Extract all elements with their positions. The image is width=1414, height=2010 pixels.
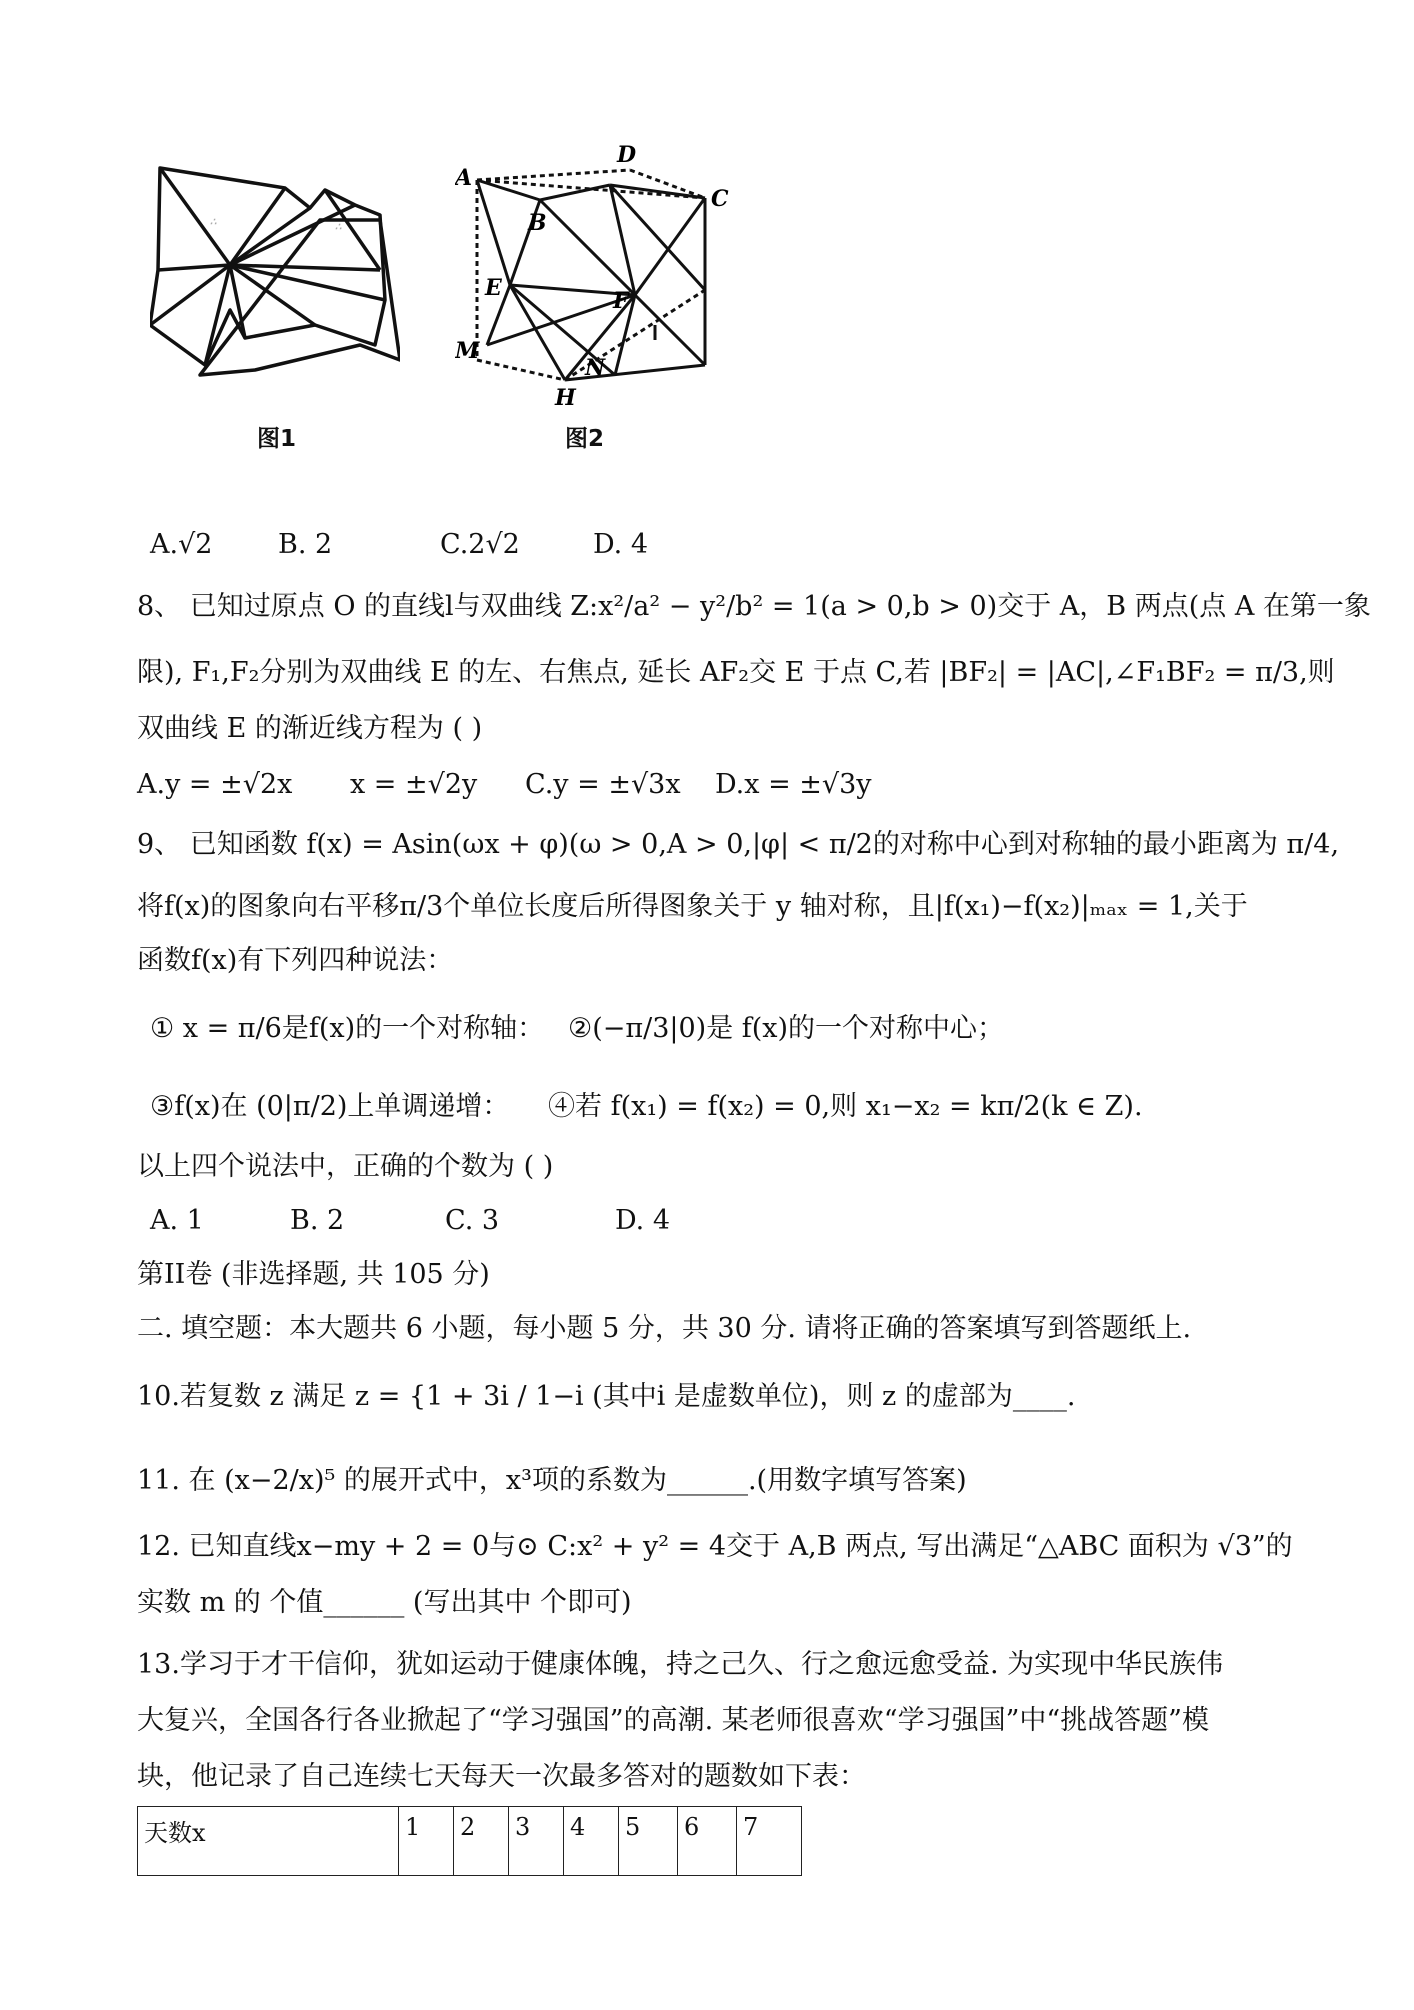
svg-text:A: A — [455, 165, 473, 191]
table-cell: 6 — [678, 1807, 737, 1876]
table-cell: 4 — [564, 1807, 619, 1876]
q9-line-1: 9、 已知函数 f(x) = Asin(ωx + φ)(ω > 0,A > 0,|φ| < π/2的对称中心到对称轴的最小距离为 π/4, — [137, 829, 1340, 860]
table-cell: 7 — [737, 1807, 802, 1876]
q12-line-2: 实数 m 的 个值______ (写出其中 个即可) — [137, 1587, 632, 1618]
svg-text:B: B — [528, 210, 547, 236]
table-cell: 1 — [399, 1807, 454, 1876]
q8-option-a: A.y = ±√2x — [137, 769, 293, 800]
figure-1 — [150, 160, 400, 390]
q9-statement-2: ②(−π/3|0)是 f(x)的一个对称中心； — [568, 1013, 1005, 1044]
q12-line-1: 12. 已知直线x−my + 2 = 0与⊙ C:x² + y² = 4交于 A,B 两点, 写出满足“△ABC 面积为 √3”的 — [137, 1531, 1293, 1562]
svg-text:N: N — [585, 355, 606, 381]
q8-option-b: x = ±√2y — [350, 769, 478, 800]
svg-text:H: H — [555, 385, 576, 410]
q10: 10.若复数 z 满足 z = {1 + 3i / 1−i (其中i 是虚数单位)，则 z 的虚部为____. — [137, 1381, 1076, 1412]
part-2-heading: 第II卷 (非选择题, 共 105 分) — [137, 1259, 490, 1290]
svg-text:F: F — [613, 288, 629, 314]
q7-option-b: B. 2 — [278, 529, 333, 560]
q8-line-3: 双曲线 E 的渐近线方程为 ( ) — [137, 713, 483, 744]
q9-statement-4: ④若 f(x₁) = f(x₂) = 0,则 x₁−x₂ = kπ/2(k ∈ Z). — [548, 1091, 1143, 1122]
q9-line-2: 将f(x)的图象向右平移π/3个单位长度后所得图象关于 y 轴对称，且|f(x₁)−f(x₂)|ₘₐₓ = 1,关于 — [137, 891, 1248, 922]
q7-option-a: A.√2 — [150, 529, 213, 560]
days-table — [137, 1806, 802, 1876]
q9-option-d: D. 4 — [615, 1205, 671, 1236]
q13-line-2: 大复兴，全国各行各业掀起了“学习强国”的高潮. 某老师很喜欢“学习强国”中“挑战答题”模 — [137, 1705, 1209, 1736]
q13-line-3: 块，他记录了自己连续七天每天一次最多答对的题数如下表： — [137, 1761, 866, 1792]
q7-option-d: D. 4 — [593, 529, 649, 560]
table-row — [138, 1807, 802, 1876]
table-cell: 3 — [509, 1807, 564, 1876]
q13-line-1: 13.学习于才干信仰，犹如运动于健康体魄，持之己久、行之愈远愈受益. 为实现中华民族伟 — [137, 1649, 1224, 1680]
q8-line-2: 限), F₁,F₂分别为双曲线 E 的左、右焦点, 延长 AF₂交 E 于点 C,若 |BF₂| = |AC|,∠F₁BF₂ = π/3,则 — [137, 657, 1335, 688]
q8-option-d: D.x = ±√3y — [715, 769, 872, 800]
q9-option-c: C. 3 — [445, 1205, 500, 1236]
svg-text:D: D — [617, 142, 637, 168]
q9-statement-1: ① x = π/6是f(x)的一个对称轴： — [150, 1013, 545, 1044]
svg-text:E: E — [485, 275, 502, 301]
section-2-heading: 二. 填空题：本大题共 6 小题，每小题 5 分，共 30 分. 请将正确的答案填写到答题纸上. — [137, 1313, 1192, 1344]
q8-line-1: 8、 已知过原点 O 的直线l与双曲线 Z:x²/a² − y²/b² = 1(a > 0,b > 0)交于 A，B 两点(点 A 在第一象 — [137, 591, 1371, 622]
q9-line-3: 函数f(x)有下列四种说法： — [137, 945, 454, 976]
svg-text:∴: ∴ — [210, 217, 217, 228]
table-cell: 2 — [454, 1807, 509, 1876]
table-header-cell: 天数x — [138, 1807, 399, 1876]
table-cell: 5 — [619, 1807, 678, 1876]
figure-2 — [455, 140, 735, 410]
figure-2-label: 图2 — [565, 426, 605, 452]
svg-text:∴: ∴ — [335, 222, 342, 233]
q9-option-b: B. 2 — [290, 1205, 345, 1236]
q11: 11. 在 (x−2/x)⁵ 的展开式中，x³项的系数为______.(用数字填写答案) — [137, 1465, 967, 1496]
q9-question: 以上四个说法中，正确的个数为 ( ) — [137, 1151, 554, 1182]
q8-option-c: C.y = ±√3x — [525, 769, 681, 800]
svg-text:C: C — [711, 186, 729, 212]
figure-1-label: 图1 — [257, 426, 297, 452]
q9-option-a: A. 1 — [150, 1205, 204, 1236]
q9-statement-3: ③f(x)在 (0|π/2)上单调递增： — [150, 1091, 510, 1122]
q7-option-c: C.2√2 — [440, 529, 520, 560]
svg-text:M: M — [455, 338, 480, 364]
